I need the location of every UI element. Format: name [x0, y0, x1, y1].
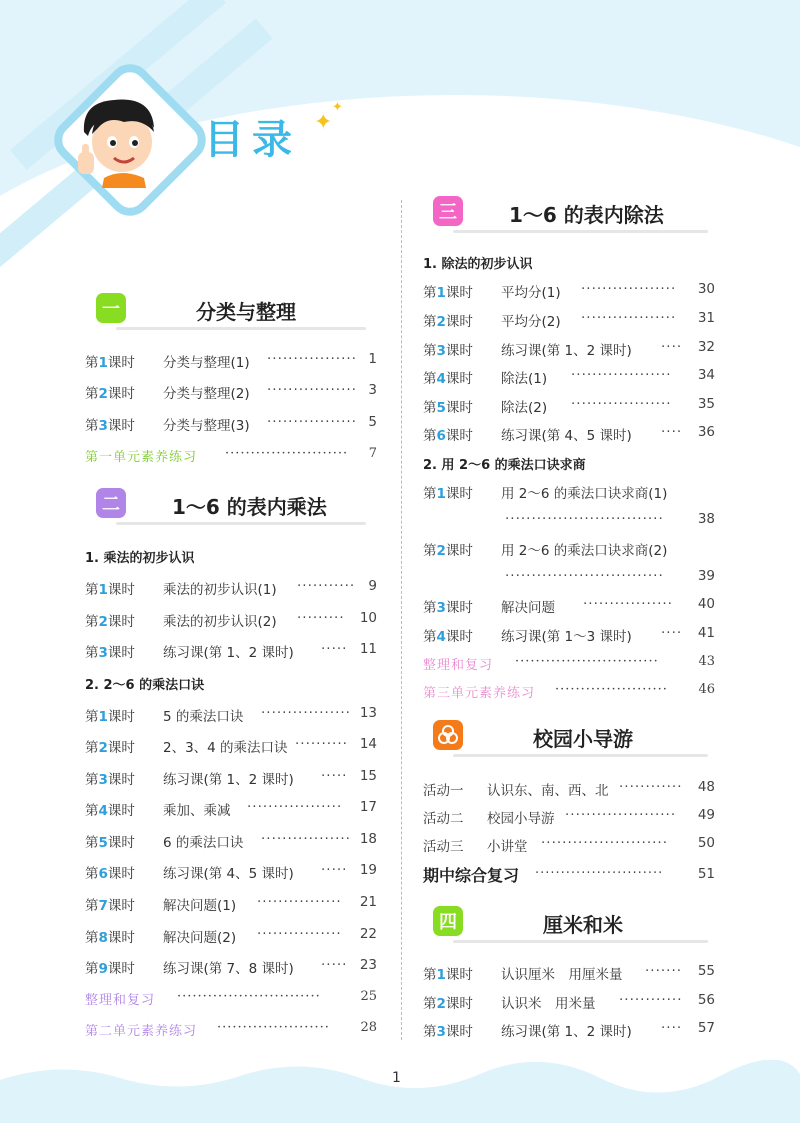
- page-number: 23: [359, 957, 377, 973]
- unit-title: 校园小导游: [533, 727, 633, 751]
- unit-underline: [453, 754, 708, 757]
- toc-entry[interactable]: [85, 578, 385, 598]
- leader-dots: ·················: [267, 351, 357, 367]
- entry-title: 认识米 用米量: [501, 996, 596, 1012]
- page-number: 21: [359, 894, 377, 910]
- entry-title: 平均分(2): [501, 314, 561, 330]
- page-number: 55: [697, 963, 715, 979]
- unit-underline: [453, 940, 708, 943]
- unit-underline: [116, 327, 366, 330]
- entry-title: 第三单元素养练习: [423, 686, 536, 701]
- leader-dots: ··················: [247, 799, 343, 815]
- leader-dots: ·······: [645, 963, 683, 979]
- lesson-label: 第1课时: [85, 709, 135, 725]
- page-number: 17: [359, 799, 377, 815]
- toc-review-entry[interactable]: [85, 1020, 385, 1040]
- entry-title: 分类与整理(1): [163, 355, 250, 371]
- page-title: 目录: [204, 117, 300, 163]
- lesson-label: 第3课时: [85, 645, 135, 661]
- leader-dots: ························: [541, 835, 668, 851]
- entry-title: 除法(1): [501, 371, 548, 387]
- toc-entry[interactable]: [423, 779, 723, 799]
- lesson-label: 第8课时: [85, 930, 135, 946]
- leader-dots: ·················: [267, 382, 357, 398]
- unit-header[interactable]: [96, 488, 366, 524]
- toc-entry[interactable]: [423, 396, 723, 416]
- toc-entry[interactable]: [85, 957, 385, 977]
- lesson-label: 第2课时: [85, 614, 135, 630]
- lesson-label: 第2课时: [85, 386, 135, 402]
- trefoil-icon: [437, 724, 459, 746]
- entry-title: 乘法的初步认识(1): [163, 582, 277, 598]
- toc-entry[interactable]: [85, 831, 385, 851]
- page-number: 40: [697, 596, 715, 612]
- toc-entry[interactable]: [85, 351, 385, 371]
- entry-title: 练习课(第 1、2 课时): [163, 772, 294, 788]
- unit-title: 1～6 的表内除法: [509, 203, 664, 227]
- lesson-label: 第4课时: [423, 371, 473, 387]
- entry-title: 认识厘米 用厘米量: [501, 967, 623, 983]
- entry-title: 用 2～6 的乘法口诀求商(2): [501, 543, 668, 559]
- leader-dots: ····························: [515, 654, 659, 669]
- leader-dots: ····: [661, 339, 683, 355]
- toc-entry[interactable]: [423, 281, 723, 301]
- toc-entry[interactable]: [423, 1020, 723, 1040]
- page-number: 56: [697, 992, 715, 1008]
- page-number: 39: [697, 568, 715, 584]
- leader-dots: ······························: [505, 511, 664, 527]
- lesson-label: 第2课时: [85, 740, 135, 756]
- unit-underline: [453, 230, 708, 233]
- unit-badge: 四: [433, 906, 463, 936]
- entry-title: 平均分(1): [501, 285, 561, 301]
- leader-dots: ··················: [581, 281, 677, 297]
- subsection-heading: 1. 乘法的初步认识: [85, 551, 195, 566]
- entry-title: 第二单元素养练习: [85, 1024, 198, 1039]
- sparkle-icon: ✦: [332, 100, 343, 115]
- entry-title: 2、3、4 的乘法口诀: [163, 740, 288, 756]
- entry-title: 乘加、乘减: [163, 803, 231, 819]
- page-number: 9: [368, 578, 377, 594]
- subsection-heading: 2. 用 2～6 的乘法口诀求商: [423, 458, 586, 473]
- page-number: 43: [698, 654, 715, 669]
- leader-dots: ····························: [177, 989, 321, 1004]
- subsection-heading: 1. 除法的初步认识: [423, 257, 533, 272]
- toc-entry[interactable]: [85, 736, 385, 756]
- page-number: 3: [368, 382, 377, 398]
- toc-entry[interactable]: [85, 926, 385, 946]
- leader-dots: ················: [257, 926, 342, 942]
- leader-dots: ····: [661, 1020, 683, 1036]
- leader-dots: ·························: [535, 866, 664, 881]
- activity-header[interactable]: [433, 720, 708, 756]
- entry-title: 6 的乘法口诀: [163, 835, 244, 851]
- activity-label: 活动一: [423, 783, 464, 799]
- lesson-label: 第5课时: [85, 835, 135, 851]
- page-number: 46: [698, 682, 715, 697]
- leader-dots: ·················: [261, 705, 351, 721]
- toc-review-entry[interactable]: [423, 654, 723, 674]
- toc-entry[interactable]: [423, 367, 723, 387]
- leader-dots: ··················: [581, 310, 677, 326]
- lesson-label: 第2课时: [423, 314, 473, 330]
- unit-badge: 三: [433, 196, 463, 226]
- leader-dots: ············: [619, 992, 683, 1008]
- entry-title: 练习课(第 1～3 课时): [501, 629, 632, 645]
- toc-entry[interactable]: [423, 963, 723, 983]
- activity-badge: [433, 720, 463, 750]
- toc-entry-continuation[interactable]: [423, 511, 723, 531]
- page-number: 25: [360, 989, 377, 1004]
- toc-entry[interactable]: [85, 382, 385, 402]
- page-number: 13: [359, 705, 377, 721]
- toc-entry[interactable]: [85, 894, 385, 914]
- leader-dots: ·····: [321, 957, 348, 973]
- toc-right-column: [423, 0, 723, 1100]
- page-number: 49: [697, 807, 715, 823]
- toc-midterm-entry[interactable]: [423, 863, 723, 887]
- unit-badge: 一: [96, 293, 126, 323]
- leader-dots: ····: [661, 625, 683, 641]
- page-number: 22: [359, 926, 377, 942]
- leader-dots: ·····················: [565, 807, 677, 823]
- lesson-label: 第1课时: [85, 355, 135, 371]
- leader-dots: ·····: [321, 768, 348, 784]
- entry-title: 期中综合复习: [423, 866, 520, 885]
- entry-title: 认识东、南、西、北: [487, 783, 609, 799]
- lesson-label: 第1课时: [423, 967, 473, 983]
- toc-left-column: [85, 0, 385, 1100]
- entry-title: 整理和复习: [85, 993, 156, 1008]
- page-number: 36: [697, 424, 715, 440]
- leader-dots: ·················: [267, 414, 357, 430]
- lesson-label: 第3课时: [423, 343, 473, 359]
- subsection-heading: 2. 2～6 的乘法口诀: [85, 678, 205, 693]
- entry-title: 练习课(第 1、2 课时): [501, 1024, 632, 1040]
- page-number: 35: [697, 396, 715, 412]
- toc-entry[interactable]: [423, 339, 723, 359]
- toc-entry[interactable]: [423, 807, 723, 827]
- page-number: 32: [697, 339, 715, 355]
- page-number: 51: [697, 866, 715, 882]
- leader-dots: ·················: [583, 596, 673, 612]
- unit-header[interactable]: [433, 906, 708, 942]
- toc-entry[interactable]: [85, 414, 385, 434]
- lesson-label: 第9课时: [85, 961, 135, 977]
- page-number: 48: [697, 779, 715, 795]
- unit-title: 1～6 的表内乘法: [172, 495, 327, 519]
- lesson-label: 第4课时: [423, 629, 473, 645]
- page-number: 38: [697, 511, 715, 527]
- leader-dots: ·········: [297, 610, 345, 626]
- leader-dots: ·················: [261, 831, 351, 847]
- leader-dots: ···················: [571, 367, 672, 383]
- lesson-label: 第1课时: [423, 486, 473, 502]
- entry-title: 除法(2): [501, 400, 548, 416]
- lesson-label: 第2课时: [423, 543, 473, 559]
- entry-title: 练习课(第 4、5 课时): [163, 866, 294, 882]
- page-number: 14: [359, 736, 377, 752]
- page-number: 11: [359, 641, 377, 657]
- unit-badge: 二: [96, 488, 126, 518]
- lesson-label: 第7课时: [85, 898, 135, 914]
- toc-entry[interactable]: [85, 641, 385, 661]
- entry-title: 第一单元素养练习: [85, 450, 198, 465]
- entry-title: 解决问题: [501, 600, 555, 616]
- toc-entry[interactable]: [85, 799, 385, 819]
- page-number: 19: [359, 862, 377, 878]
- entry-title: 乘法的初步认识(2): [163, 614, 277, 630]
- toc-review-entry[interactable]: [85, 989, 385, 1009]
- page-number: 18: [359, 831, 377, 847]
- lesson-label: 第3课时: [423, 600, 473, 616]
- leader-dots: ···················: [571, 396, 672, 412]
- activity-label: 活动二: [423, 811, 464, 827]
- toc-entry[interactable]: [85, 610, 385, 630]
- unit-underline: [116, 522, 366, 525]
- entry-title: 解决问题(1): [163, 898, 237, 914]
- toc-review-entry[interactable]: [423, 682, 723, 702]
- lesson-label: 第3课时: [85, 418, 135, 434]
- toc-entry[interactable]: [423, 835, 723, 855]
- leader-dots: ··········: [295, 736, 348, 752]
- leader-dots: ·····: [321, 862, 348, 878]
- toc-entry[interactable]: [423, 310, 723, 330]
- unit-title: 厘米和米: [543, 913, 623, 937]
- lesson-label: 第6课时: [85, 866, 135, 882]
- entry-title: 分类与整理(2): [163, 386, 250, 402]
- leader-dots: ·····: [321, 641, 348, 657]
- toc-entry[interactable]: [85, 705, 385, 725]
- lesson-label: 第5课时: [423, 400, 473, 416]
- page-number: 31: [697, 310, 715, 326]
- sparkle-icon: ✦: [314, 110, 333, 135]
- entry-title: 校园小导游: [487, 811, 555, 827]
- leader-dots: ······················: [555, 682, 668, 697]
- page-number: 7: [368, 446, 377, 461]
- lesson-label: 第4课时: [85, 803, 135, 819]
- unit-title: 分类与整理: [196, 300, 296, 324]
- toc-entry[interactable]: [423, 992, 723, 1012]
- lesson-label: 第1课时: [423, 285, 473, 301]
- toc-entry[interactable]: [423, 482, 723, 502]
- toc-entry[interactable]: [85, 862, 385, 882]
- page-number: 34: [697, 367, 715, 383]
- lesson-label: 第1课时: [85, 582, 135, 598]
- toc-entry[interactable]: [85, 768, 385, 788]
- entry-title: 5 的乘法口诀: [163, 709, 244, 725]
- leader-dots: ························: [225, 446, 349, 461]
- page-number: 5: [368, 414, 377, 430]
- entry-title: 用 2～6 的乘法口诀求商(1): [501, 486, 668, 502]
- toc-entry[interactable]: [423, 625, 723, 645]
- page-number: 41: [697, 625, 715, 641]
- leader-dots: ············: [619, 779, 683, 795]
- entry-title: 练习课(第 7、8 课时): [163, 961, 294, 977]
- leader-dots: ······················: [217, 1020, 330, 1035]
- toc-review-entry[interactable]: [85, 446, 385, 466]
- entry-title: 练习课(第 1、2 课时): [163, 645, 294, 661]
- activity-label: 活动三: [423, 839, 464, 855]
- leader-dots: ················: [257, 894, 342, 910]
- toc-entry[interactable]: [423, 539, 723, 559]
- column-divider: [401, 200, 402, 1040]
- page-number: 57: [697, 1020, 715, 1036]
- unit-header[interactable]: [96, 293, 366, 329]
- leader-dots: ···········: [297, 578, 356, 594]
- lesson-label: 第3课时: [85, 772, 135, 788]
- entry-title: 练习课(第 1、2 课时): [501, 343, 632, 359]
- page-number: 10: [359, 610, 377, 626]
- lesson-label: 第6课时: [423, 428, 473, 444]
- toc-entry-continuation[interactable]: [423, 568, 723, 588]
- entry-title: 解决问题(2): [163, 930, 237, 946]
- toc-entry[interactable]: [423, 596, 723, 616]
- entry-title: 整理和复习: [423, 658, 494, 673]
- page-number: 30: [697, 281, 715, 297]
- page-footer-number: 1: [392, 1070, 401, 1086]
- page-number: 28: [360, 1020, 377, 1035]
- toc-entry[interactable]: [423, 424, 723, 444]
- page-number: 1: [368, 351, 377, 367]
- entry-title: 小讲堂: [487, 839, 528, 855]
- leader-dots: ····: [661, 424, 683, 440]
- page-number: 15: [359, 768, 377, 784]
- lesson-label: 第3课时: [423, 1024, 473, 1040]
- leader-dots: ······························: [505, 568, 664, 584]
- page-number: 50: [697, 835, 715, 851]
- entry-title: 练习课(第 4、5 课时): [501, 428, 632, 444]
- unit-header[interactable]: [433, 196, 708, 232]
- entry-title: 分类与整理(3): [163, 418, 250, 434]
- lesson-label: 第2课时: [423, 996, 473, 1012]
